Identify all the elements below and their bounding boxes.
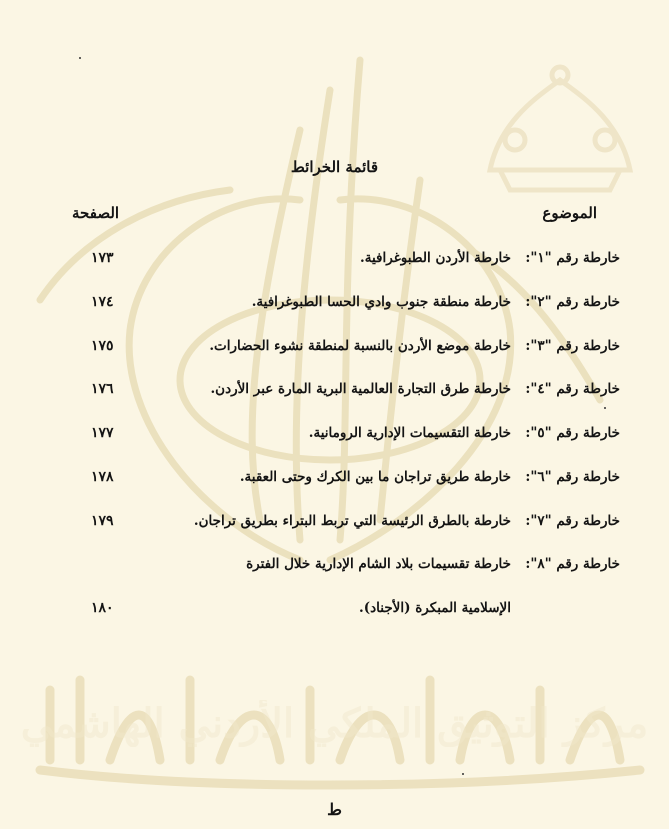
map-title: خارطة الأردن الطبوغرافية.	[360, 250, 511, 266]
page-folio: ط	[327, 800, 342, 819]
ink-dot	[79, 57, 81, 59]
list-item	[0, 381, 669, 405]
map-number-label: خارطة رقم "٨":	[525, 556, 620, 572]
map-title: خارطة تقسيمات بلاد الشام الإدارية خلال الفترة	[246, 556, 511, 572]
map-number-label: خارطة رقم "٥":	[525, 425, 620, 441]
page-number: ١٧٧	[91, 425, 114, 441]
ink-dot	[462, 773, 464, 775]
page-number: ١٧٤	[91, 294, 114, 310]
column-header-page: الصفحة	[72, 204, 120, 222]
column-header-topic: الموضوع	[542, 204, 597, 222]
map-number-label: خارطة رقم "٤":	[525, 381, 620, 397]
map-title: خارطة طرق التجارة العالمية البرية المارة عبر الأردن.	[210, 381, 511, 397]
page-number: ١٧٦	[91, 381, 114, 397]
map-number-label: خارطة رقم "١":	[525, 250, 620, 266]
page-title: قائمة الخرائط	[290, 158, 379, 176]
page-number: ١٧٩	[91, 513, 114, 529]
list-item	[0, 250, 669, 274]
list-item	[0, 425, 669, 449]
page-number: ١٧٨	[91, 469, 114, 485]
map-title: خارطة موضع الأردن بالنسبة لمنطقة نشوء الحضارات.	[209, 338, 511, 354]
page-number: ١٧٣	[91, 250, 114, 266]
list-item	[0, 556, 669, 580]
map-number-label: خارطة رقم "٦":	[525, 469, 620, 485]
map-number-label: خارطة رقم "٧":	[525, 513, 620, 529]
list-item	[0, 513, 669, 537]
list-item	[0, 294, 669, 318]
list-item	[0, 469, 669, 493]
page-number: ١٧٥	[91, 338, 114, 354]
map-title: خارطة طريق تراجان ما بين الكرك وحتى العقبة.	[239, 469, 511, 485]
map-title: خارطة منطقة جنوب وادي الحسا الطبوغرافية.	[251, 294, 511, 310]
page-number: ١٨٠	[91, 600, 114, 616]
map-title: خارطة بالطرق الرئيسة التي تربط البتراء بطريق تراجان.	[193, 513, 511, 529]
ink-dot	[604, 407, 606, 409]
map-title: خارطة التقسيمات الإدارية الرومانية.	[308, 425, 511, 441]
map-number-label: خارطة رقم "٣":	[525, 338, 620, 354]
map-title-continuation: الإسلامية المبكرة (الأجناد).	[359, 600, 511, 616]
map-number-label: خارطة رقم "٢":	[525, 294, 620, 310]
list-item	[0, 338, 669, 362]
watermark-text: مركز التوثيق الملكي الأردني الهاشمي	[20, 700, 649, 747]
